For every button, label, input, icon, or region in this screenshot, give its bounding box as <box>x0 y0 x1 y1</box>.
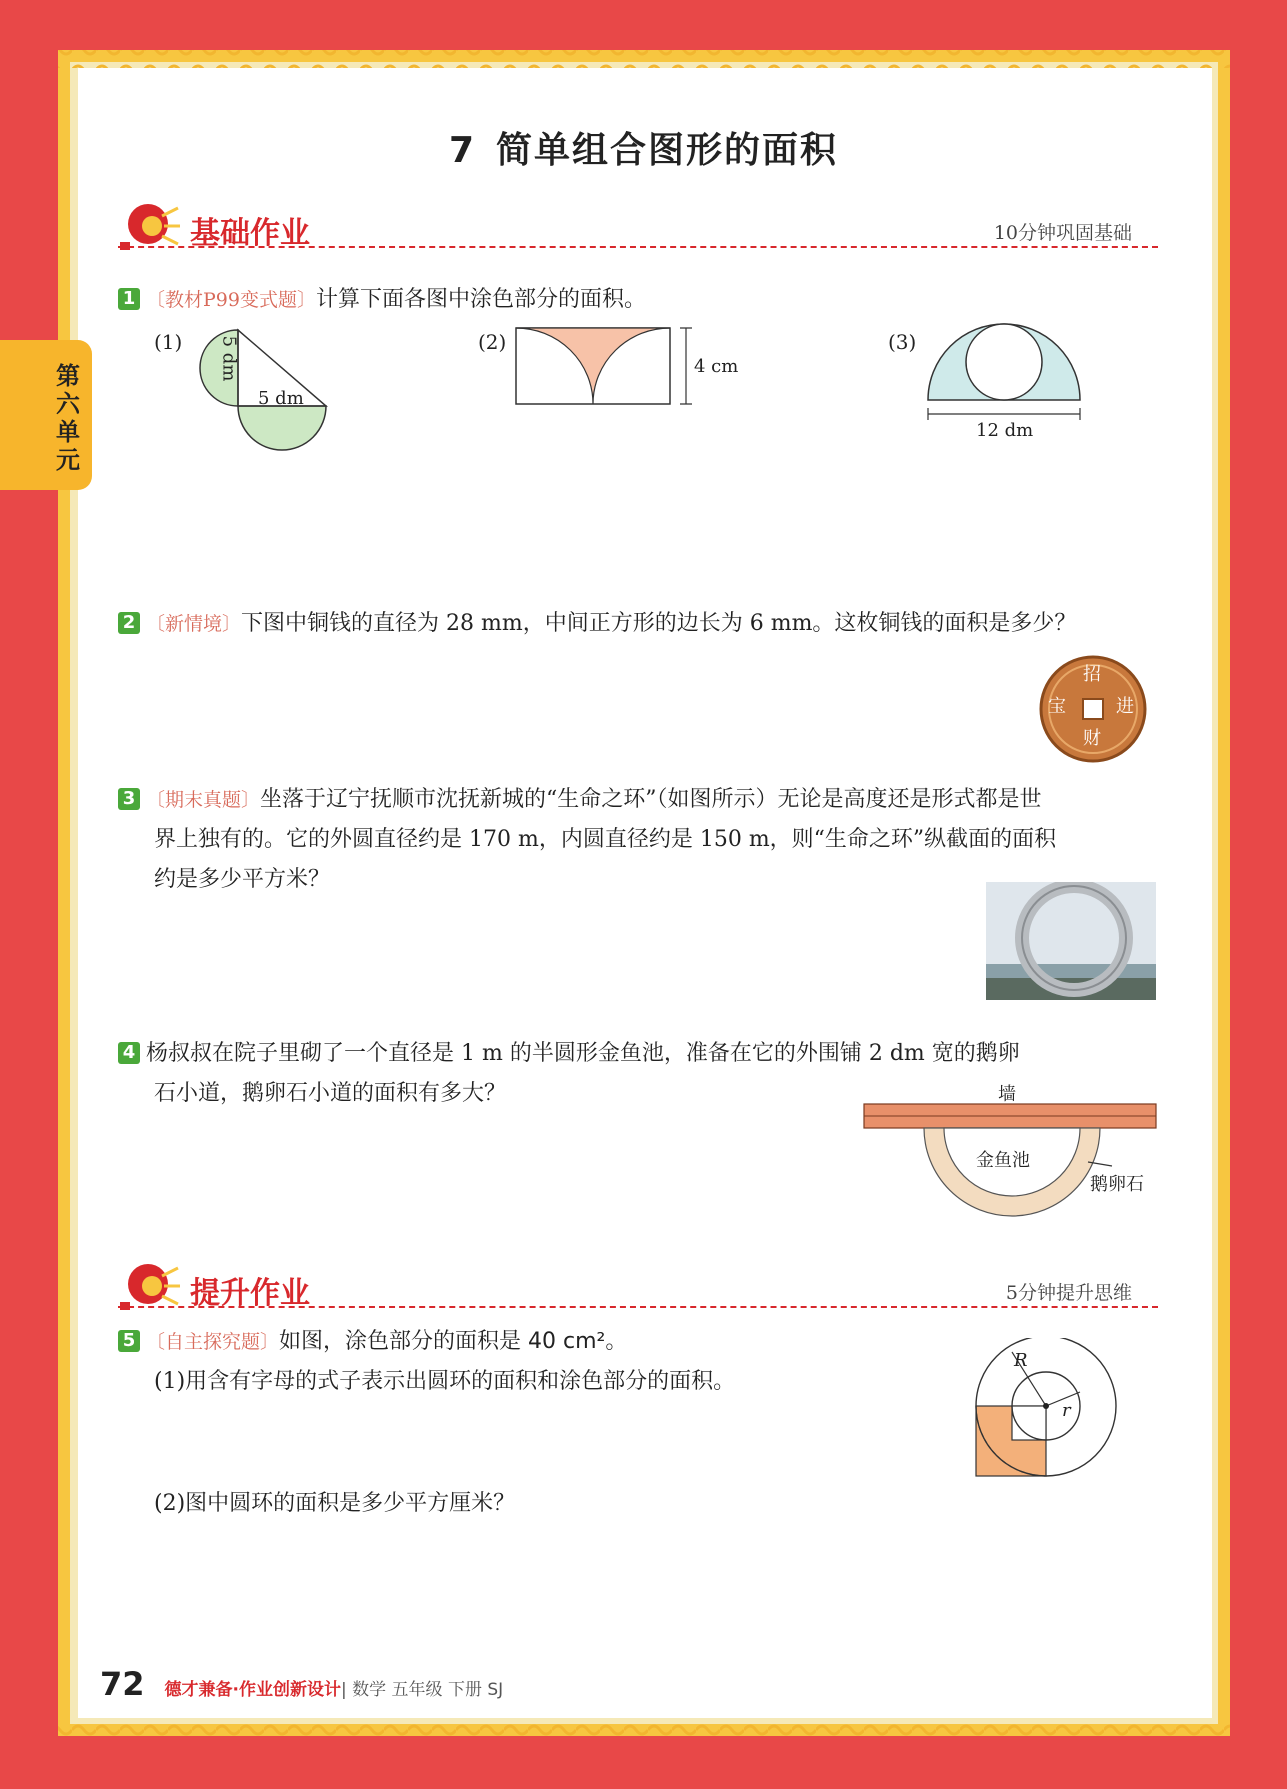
question-text: 计算下面各图中涂色部分的面积。 <box>315 287 646 312</box>
question-line-3: 约是多少平方米？ <box>154 867 331 892</box>
question-sub-1: (1)用含有字母的式子表示出圆环的面积和涂色部分的面积。 <box>154 1369 736 1394</box>
fig3-dim: 12 dm <box>976 420 1034 441</box>
fig1-dim-a: 5 dm <box>218 335 240 382</box>
coin-char-top: 招 <box>1083 664 1101 685</box>
question-line-1: 杨叔叔在院子里砌了一个直径是 1 m 的半圆形金鱼池，准备在它的外围铺 2 dm 宽的鹅卵 <box>146 1041 1020 1066</box>
fig1-dim-b: 5 dm <box>258 388 304 409</box>
page-footer <box>100 1665 503 1703</box>
fig2-dim: 4 cm <box>694 356 739 377</box>
coin-char-bottom: 财 <box>1083 728 1101 749</box>
section-advanced-note: 5分钟提升思维 <box>1005 1282 1132 1304</box>
question-line-2: 石小道，鹅卵石小道的面积有多大？ <box>154 1081 507 1106</box>
question-number: 1 <box>118 288 140 310</box>
wall-label: 墙 <box>998 1084 1016 1105</box>
fig1-label: (1) <box>154 330 183 354</box>
fig2-diagram <box>510 322 710 412</box>
r-label: r <box>1062 1400 1071 1421</box>
fig3-diagram <box>920 322 1090 422</box>
coin-char-right: 进 <box>1116 696 1134 717</box>
question-1 <box>118 280 1158 320</box>
title-number: 7 <box>448 130 477 171</box>
question-5-part-2 <box>118 1484 1158 1524</box>
bell-icon <box>118 1258 184 1312</box>
section-basic-header <box>118 200 1158 260</box>
question-tag: 〔新情境〕 <box>146 613 242 635</box>
question-number: 2 <box>118 612 140 634</box>
pond-label: 金鱼池 <box>976 1150 1030 1171</box>
page-number: 72 <box>100 1665 145 1703</box>
page-title <box>0 122 1287 173</box>
question-tag: 〔自主探究题〕 <box>146 1331 280 1353</box>
question-tag: 〔教材P99变式题〕 <box>146 289 316 311</box>
unit-tab-label: 第六单元 <box>56 362 80 474</box>
unit-tab <box>0 340 92 490</box>
question-2 <box>118 604 1158 644</box>
question-number: 5 <box>118 1330 140 1352</box>
coin-char-left: 宝 <box>1048 696 1066 717</box>
ring-of-life-photo <box>986 882 1156 1000</box>
section-basic-title: 基础作业 <box>190 216 310 251</box>
stone-label: 鹅卵石 <box>1090 1174 1144 1195</box>
section-advanced-header <box>118 1260 1158 1320</box>
ring-diagram <box>970 1338 1130 1488</box>
question-text: 下图中铜钱的直径为 28 mm，中间正方形的边长为 6 mm。这枚铜钱的面积是多少？ <box>241 611 1077 636</box>
question-sub-2: (2)图中圆环的面积是多少平方厘米？ <box>154 1491 516 1516</box>
question-line-2: 界上独有的。它的外圆直径约是 170 m，内圆直径约是 150 m，则“生命之环”纵截面的面积 <box>154 827 1057 852</box>
footer-info: | 数学 五年级 下册 SJ <box>341 1680 504 1700</box>
section-basic-note: 10分钟巩固基础 <box>993 222 1132 244</box>
footer-brand: 德才兼备·作业创新设计 <box>164 1680 341 1700</box>
question-text: 如图，涂色部分的面积是 40 cm²。 <box>279 1329 628 1354</box>
title-text: 简单组合图形的面积 <box>496 130 839 171</box>
section-divider <box>118 1306 1158 1308</box>
question-number: 4 <box>118 1042 140 1064</box>
bell-icon <box>118 198 184 252</box>
fig2-label: (2) <box>478 330 507 354</box>
question-number: 3 <box>118 788 140 810</box>
question-tag: 〔期末真题〕 <box>146 789 261 811</box>
section-advanced-title: 提升作业 <box>190 1276 310 1311</box>
section-divider <box>118 246 1158 248</box>
R-label: R <box>1014 1350 1028 1371</box>
fig3-label: (3) <box>888 330 917 354</box>
question-line-1: 坐落于辽宁抚顺市沈抚新城的“生命之环”（如图所示）无论是高度还是形式都是世 <box>260 787 1042 812</box>
